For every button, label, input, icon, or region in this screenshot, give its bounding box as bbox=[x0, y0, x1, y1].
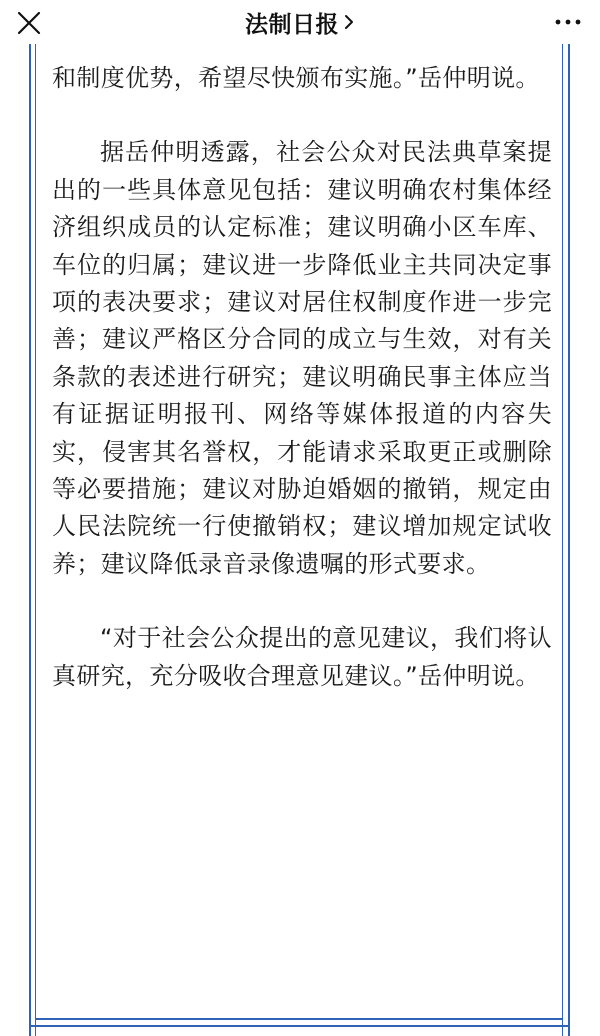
frame-border-bottom-inner bbox=[35, 1018, 563, 1020]
account-title-link[interactable] bbox=[0, 0, 600, 44]
account-title: 法制日报 bbox=[245, 11, 339, 38]
article-paragraph: “对于社会公众提出的意见建议，我们将认真研究，充分吸收合理意见建议。”岳仲明说。 bbox=[52, 624, 552, 690]
frame-border-bottom-outer bbox=[29, 1025, 570, 1027]
frame-border-right-outer bbox=[568, 0, 570, 1036]
frame-border-left-outer bbox=[29, 0, 31, 1036]
more-icon[interactable] bbox=[552, 12, 584, 32]
top-nav-bar bbox=[0, 0, 600, 44]
chevron-right-icon bbox=[343, 13, 355, 31]
article-paragraph: 据岳仲明透露，社会公众对民法典草案提出的一些具体意见包括：建议明确农村集体经济组织成员的认定标准；建议明确小区车库、车位的归属；建议进一步降低业主共同决定事项的表决要求；建议对居住权制度作进一步完善；建议严格区分合同的成立与生效，对有关条款的表述进行研究；建议明确民事主体应当有证据证明报刊、网络等媒体报道的内容失实，侵害其名誉权，才能请求采取更正或删除等必要措施；建议对胁迫婚姻的撤销，规定由人民法院统一行使撤销权；建议增加规定试收养；建议降低录音录像遗嘱的形式要求。 bbox=[52, 138, 552, 578]
article-body bbox=[52, 60, 552, 695]
article-paragraph: 和制度优势，希望尽快颁布实施。”岳仲明说。 bbox=[52, 64, 540, 92]
